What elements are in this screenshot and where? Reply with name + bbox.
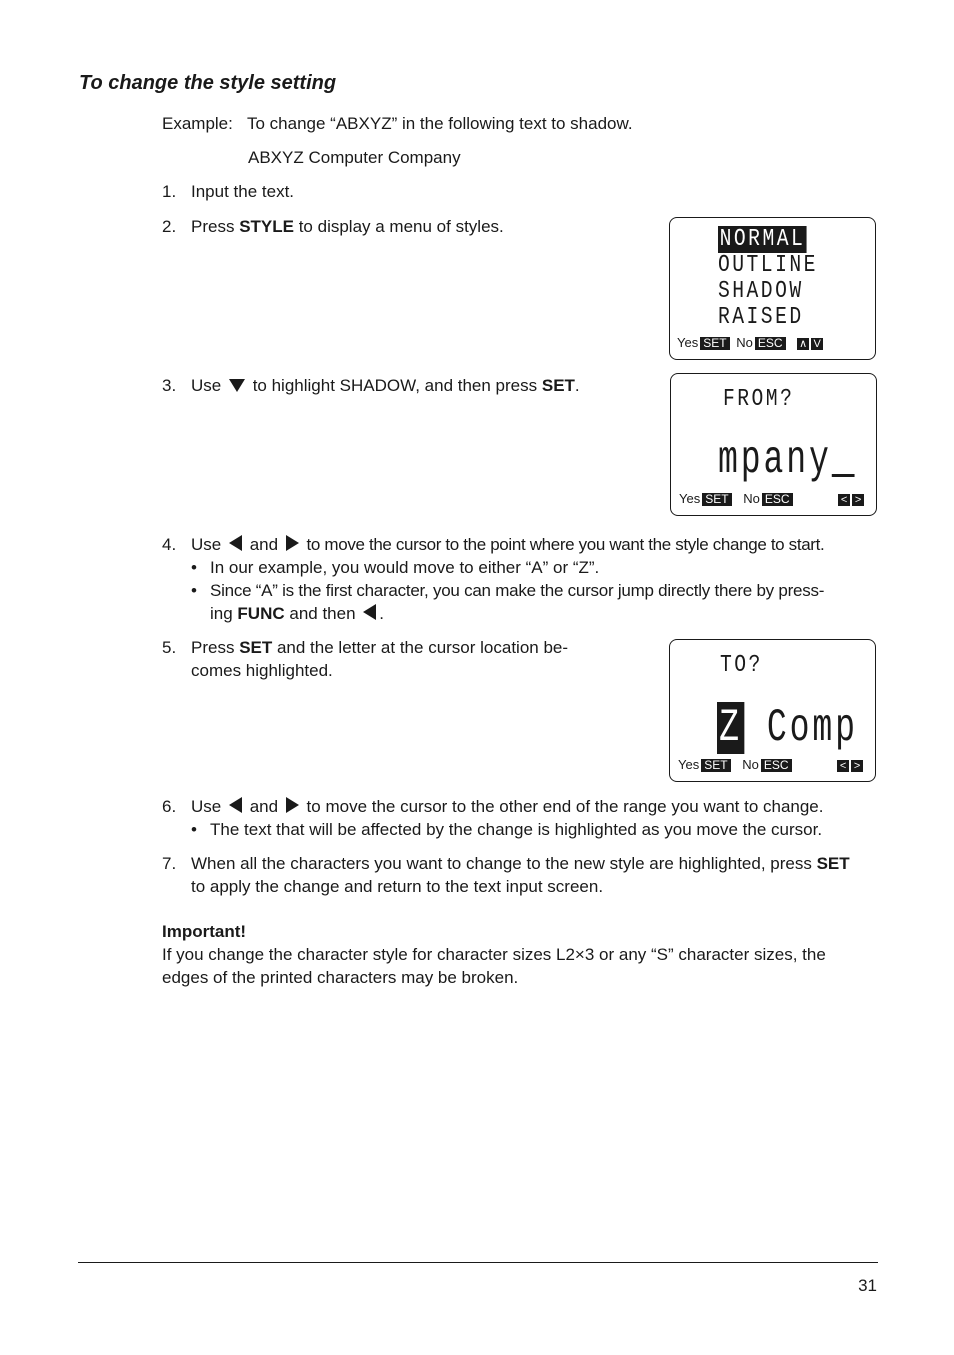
lcd-text-line: Z Comp <box>717 702 858 754</box>
step-number: 5. <box>162 638 177 657</box>
left-arrow-icon <box>363 604 376 620</box>
example-text: To change “ABXYZ” in the following text to shadow. <box>247 114 633 133</box>
lcd-footer: Yes SET No ESC < > <box>679 492 864 506</box>
lcd-style-menu <box>669 217 876 360</box>
step-text: Press STYLE to display a menu of styles. <box>191 217 504 236</box>
esc-key: ESC <box>762 493 793 506</box>
left-arrow-icon <box>229 797 242 813</box>
step-text: When all the characters you want to change to the new style are highlighted, press SET <box>191 854 850 873</box>
example-label: Example: <box>162 114 233 133</box>
down-arrow-icon: V <box>811 338 823 350</box>
menu-option-shadow: SHADOW <box>718 278 804 305</box>
step-text: Press SET and the letter at the cursor location be- <box>191 638 569 657</box>
footer-divider <box>78 1262 878 1263</box>
example-sample: ABXYZ Computer Company <box>248 148 461 167</box>
up-arrow-icon: ∧ <box>799 338 808 350</box>
set-key: SET <box>702 493 731 506</box>
lcd-prompt: FROM? <box>723 386 795 413</box>
lcd-to-prompt <box>669 639 876 782</box>
lcd-footer: Yes SET No ESC < > <box>678 758 863 772</box>
key-name: SET <box>816 854 850 873</box>
important-text-line-2: edges of the printed characters may be broken. <box>162 968 519 987</box>
bullet-text: ing FUNC and then . <box>210 604 385 623</box>
bullet-text: In our example, you would move to either “A” or “Z”. <box>210 558 600 577</box>
step-text: Use and to move the cursor to the other end of the range you want to change. <box>191 797 824 816</box>
set-key: SET <box>700 337 729 350</box>
step-number: 6. <box>162 797 177 816</box>
step-text: Use and to move the cursor to the point where you want the style change to start. <box>191 535 825 554</box>
right-arrow-icon <box>286 797 299 813</box>
down-arrow-icon <box>229 379 245 392</box>
right-arrow-icon <box>286 535 299 551</box>
bullet-text: The text that will be affected by the change is highlighted as you move the cursor. <box>210 820 823 839</box>
step-number: 2. <box>162 217 177 236</box>
right-arrow-icon: > <box>852 494 864 506</box>
key-name: STYLE <box>239 217 294 236</box>
step-number: 4. <box>162 535 177 554</box>
right-arrow-icon: > <box>851 760 863 772</box>
step-text: Input the text. <box>191 182 295 201</box>
lcd-prompt: TO? <box>720 652 763 679</box>
cursor-highlight: Z <box>717 702 744 754</box>
section-heading: To change the style setting <box>79 72 337 94</box>
step-number: 1. <box>162 182 177 201</box>
step-text: to apply the change and return to the text input screen. <box>191 877 604 896</box>
important-title: Important! <box>162 922 247 941</box>
step-number: 7. <box>162 854 177 873</box>
left-arrow-icon <box>229 535 242 551</box>
esc-key: ESC <box>761 759 792 772</box>
page-number: 31 <box>858 1276 877 1295</box>
lcd-from-prompt <box>670 373 877 516</box>
key-name: SET <box>239 638 273 657</box>
menu-option-outline: OUTLINE <box>718 252 818 279</box>
key-name: SET <box>541 376 575 395</box>
lcd-footer: Yes SET No ESC ∧ V <box>677 336 823 350</box>
step-text: Use to highlight SHADOW, and then press SET. <box>191 376 580 395</box>
menu-option-raised: RAISED <box>718 304 804 331</box>
step-number: 3. <box>162 376 177 395</box>
menu-option-normal: NORMAL <box>719 226 806 253</box>
key-name: FUNC <box>237 604 285 623</box>
bullet-text: Since “A” is the first character, you can make the cursor jump directly there by press- <box>210 581 825 600</box>
esc-key: ESC <box>755 337 786 350</box>
lcd-text-line: mpany <box>718 434 832 486</box>
step-text: comes highlighted. <box>191 661 333 680</box>
left-arrow-icon: < <box>838 494 850 506</box>
important-text-line-1: If you change the character style for character sizes L2×3 or any “S” character sizes, the <box>162 945 826 964</box>
set-key: SET <box>701 759 730 772</box>
left-arrow-icon: < <box>837 760 849 772</box>
